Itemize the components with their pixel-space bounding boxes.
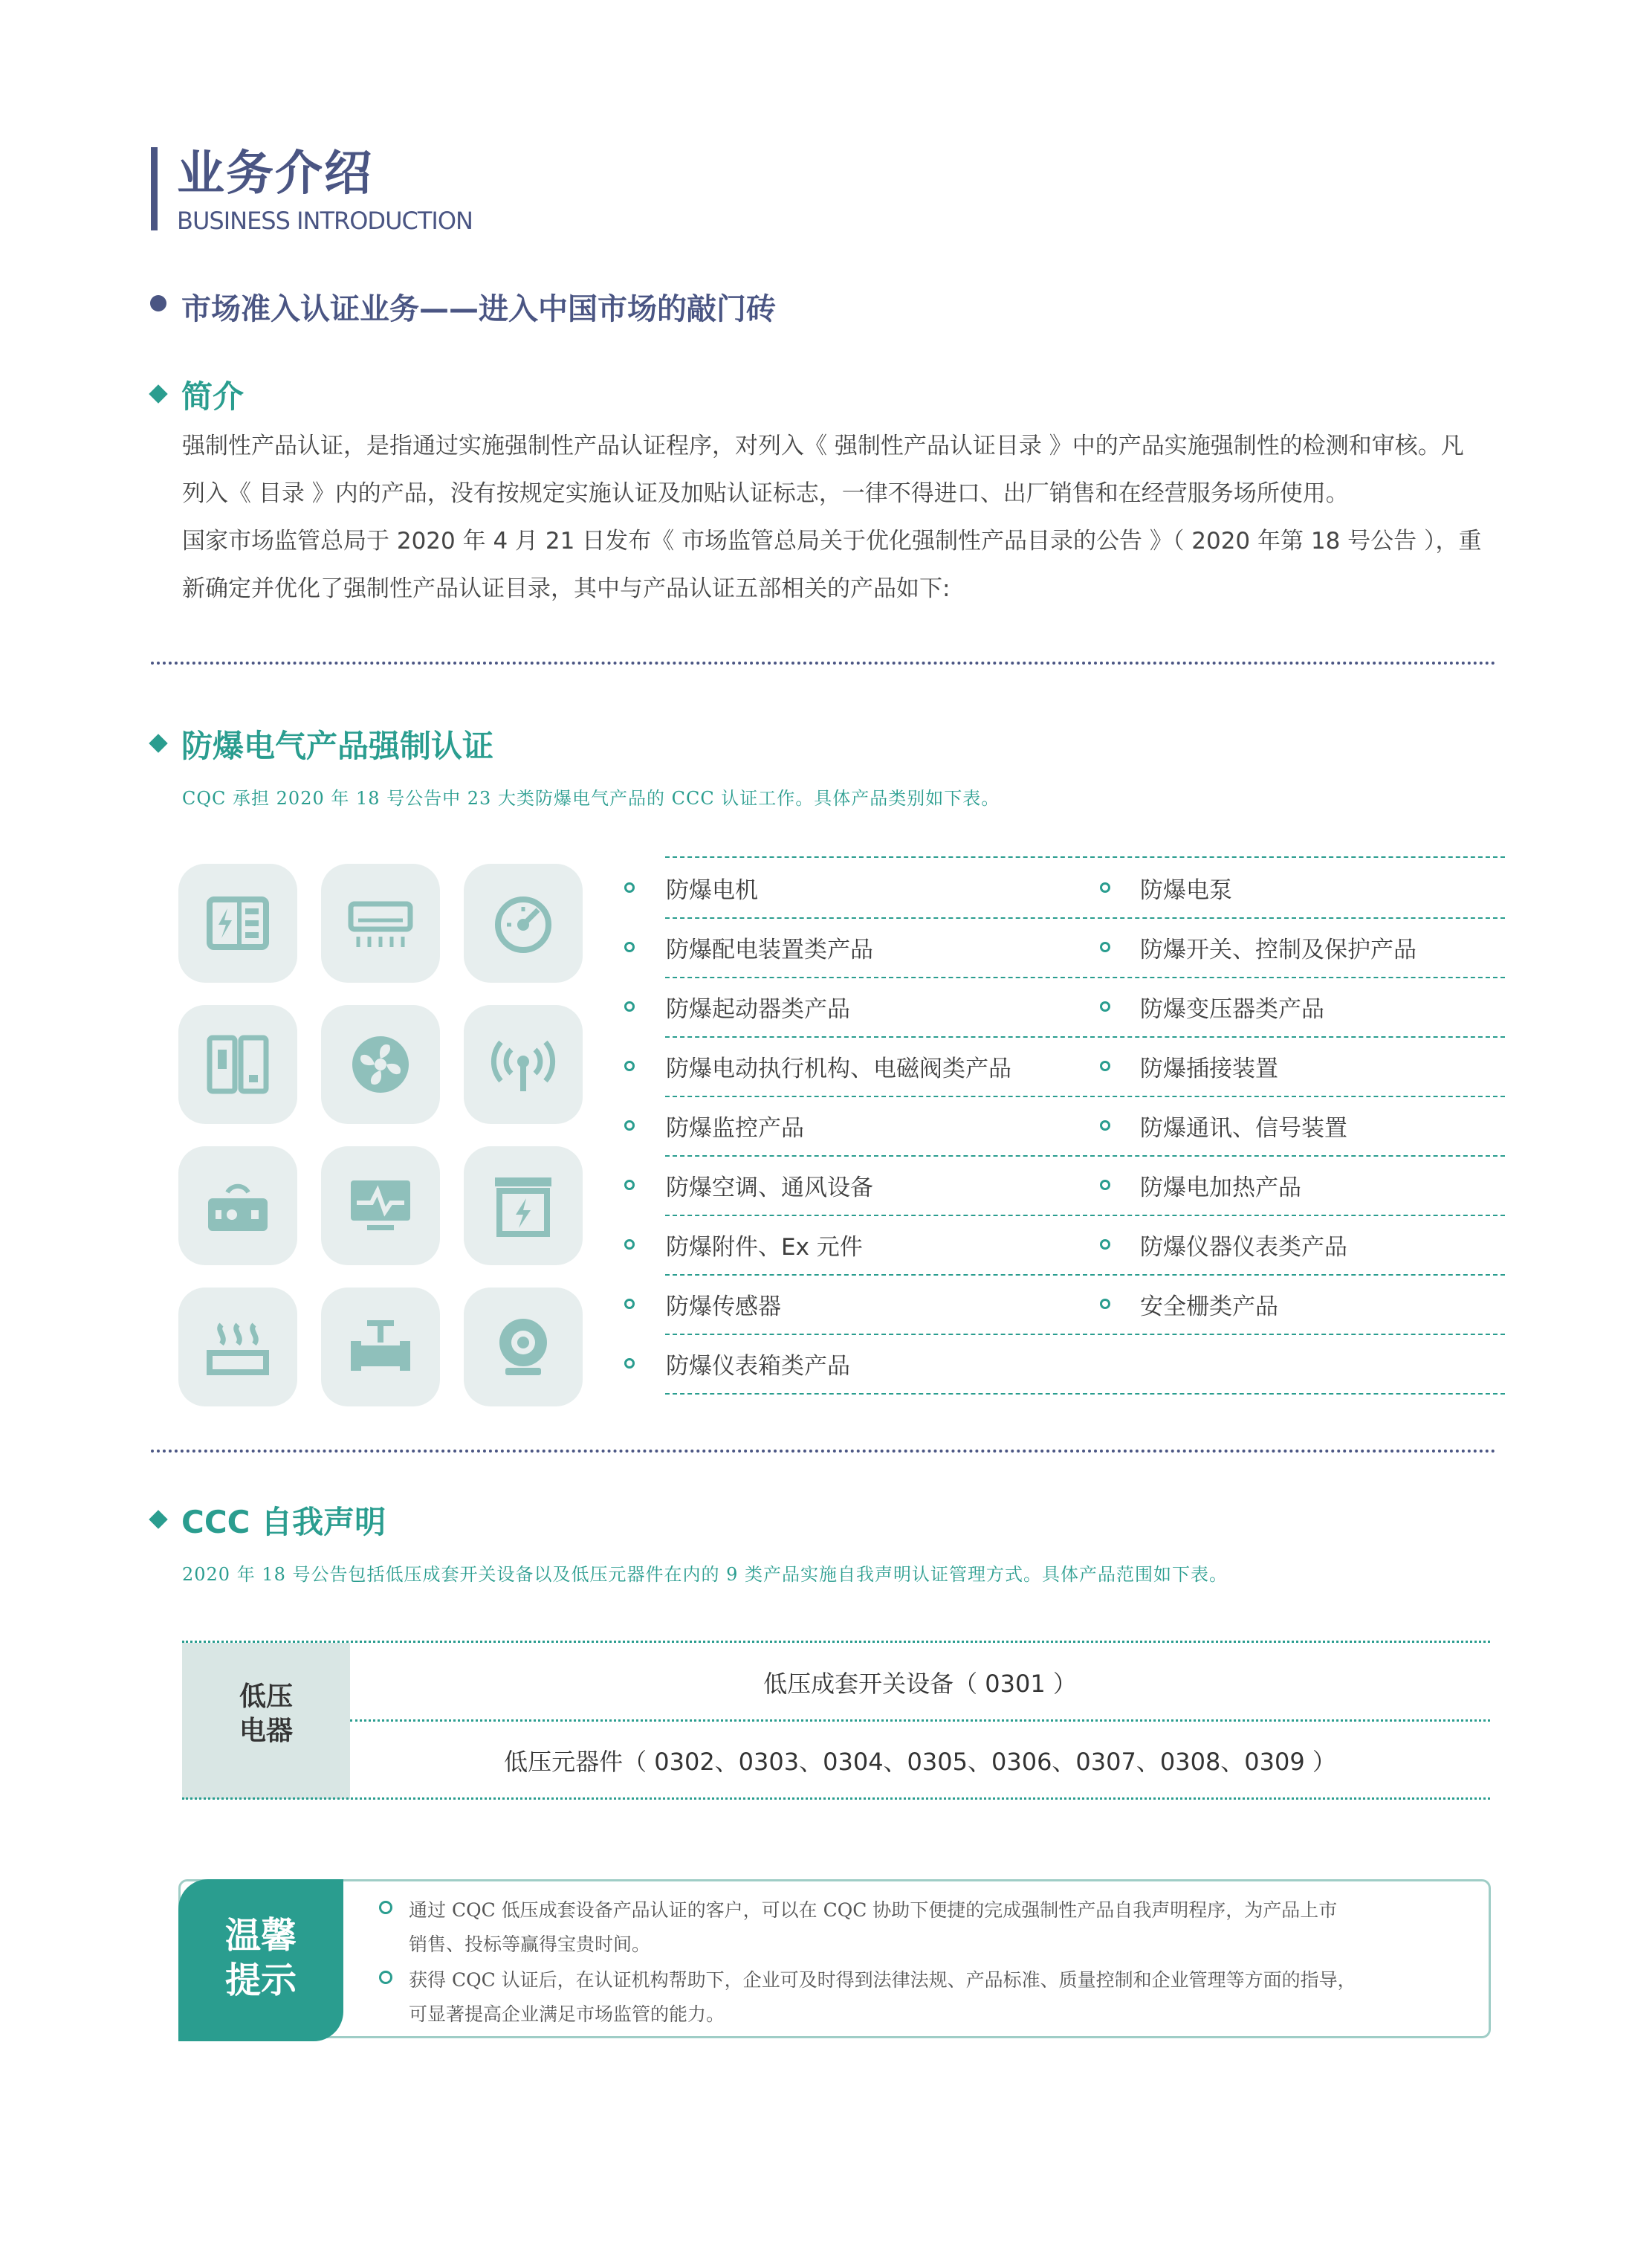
bullet-icon [1100, 1299, 1110, 1309]
bullet-icon [624, 942, 635, 952]
list-item [624, 1230, 863, 1259]
fan-icon [321, 1005, 440, 1124]
product-name: 防爆监控产品 [666, 1114, 804, 1142]
intro-line: 国家市场监管总局于 2020 年 4 月 21 日发布《 市场监管总局关于优化强制性产品目录的公告 》（ 2020 年第 18 号公告 ），重 [182, 528, 1482, 555]
heating-icon [178, 1288, 297, 1406]
intro-line: 新确定并优化了强制性产品认证目录，其中与产品认证五部相关的产品如下: [182, 575, 951, 602]
bullet-icon [1100, 882, 1110, 893]
product-name: 防爆仪表箱类产品 [666, 1352, 850, 1380]
tip-bullet-icon [379, 1901, 392, 1914]
intro-diamond-icon [149, 384, 167, 403]
list-item [1100, 1111, 1347, 1140]
bullet-icon [1100, 1120, 1110, 1131]
bullet-icon [1100, 1239, 1110, 1250]
bullet-icon [1100, 1180, 1110, 1190]
bullet-icon [624, 1120, 635, 1131]
product-name: 安全栅类产品 [1140, 1293, 1278, 1320]
list-item [1100, 1230, 1347, 1259]
product-name: 防爆传感器 [666, 1293, 781, 1320]
bullet-icon [624, 1061, 635, 1071]
product-name: 防爆电泵 [1140, 876, 1232, 904]
bullet-icon [1100, 942, 1110, 952]
list-item [624, 873, 758, 902]
valve-icon [321, 1288, 440, 1406]
product-name: 防爆电动执行机构、电磁阀类产品 [666, 1055, 1011, 1082]
bullet-icon [624, 882, 635, 893]
tips-badge-line: 提示 [224, 1960, 297, 2001]
product-name: 防爆仪器仪表类产品 [1140, 1233, 1347, 1261]
bullet-icon [624, 1001, 635, 1012]
bullet-icon [624, 1180, 635, 1190]
main-heading: 市场准入认证业务——进入中国市场的敲门砖 [181, 292, 776, 326]
list-item [624, 992, 850, 1021]
tip-text: 可显著提高企业满足市场监管的能力。 [409, 2003, 725, 2025]
tip-text: 通过 CQC 低压成套设备产品认证的客户，可以在 CQC 协助下便捷的完成强制性产品自我声明程序，为产品上市 [409, 1899, 1338, 1921]
monitor-icon [321, 1146, 440, 1265]
product-name: 防爆空调、通风设备 [666, 1174, 873, 1201]
tips-badge-text [178, 1913, 343, 2003]
bullet-icon [1100, 1001, 1110, 1012]
tip-text: 获得 CQC 认证后，在认证机构帮助下，企业可及时得到法律法规、产品标准、质量控制和企业管理等方面的指导， [409, 1969, 1356, 1991]
bullet-icon [1100, 1061, 1110, 1071]
product-name: 防爆插接装置 [1140, 1055, 1278, 1082]
table-header-line: 低压 [239, 1681, 293, 1712]
product-name: 防爆开关、控制及保护产品 [1140, 936, 1417, 963]
explosion-diamond-icon [149, 734, 167, 752]
list-item [624, 932, 873, 962]
ccc-diamond-icon [149, 1510, 167, 1528]
product-name: 防爆起动器类产品 [666, 995, 850, 1023]
table-header-line: 电器 [239, 1716, 293, 1746]
section-divider [151, 662, 1496, 665]
list-item [624, 1170, 873, 1200]
list-item [1100, 932, 1417, 962]
section-divider [151, 1450, 1496, 1453]
bullet-icon [624, 1299, 635, 1309]
table-border [182, 1797, 1490, 1800]
heater-box-icon [464, 1146, 583, 1265]
bullet-icon [624, 1239, 635, 1250]
camera-icon [464, 1288, 583, 1406]
list-item [624, 1289, 781, 1319]
product-name: 防爆附件、Ex 元件 [666, 1233, 863, 1261]
list-item [1100, 992, 1324, 1021]
product-name: 防爆通讯、信号装置 [1140, 1114, 1347, 1142]
explosion-title: 防爆电气产品强制认证 [181, 728, 494, 764]
product-name: 防爆变压器类产品 [1140, 995, 1324, 1023]
intro-line: 列入《 目录 》内的产品，没有按规定实施认证及加贴认证标志，一律不得进口、出厂销售和在经营服务场所使用。 [182, 480, 1349, 507]
air-conditioner-icon [321, 864, 440, 983]
gauge-icon [464, 864, 583, 983]
main-heading-dot [150, 295, 166, 311]
list-item [1100, 1289, 1278, 1319]
header-accent-bar [151, 147, 158, 230]
list-item [1100, 1170, 1301, 1200]
table-row [665, 1274, 1505, 1335]
table-border [182, 1641, 1490, 1643]
intro-text [182, 422, 1498, 613]
ccc-note: 2020 年 18 号公告包括低压成套开关设备以及低压元器件在内的 9 类产品实施自我声明认证管理方式。具体产品范围如下表。 [182, 1564, 1228, 1585]
product-name: 防爆配电装置类产品 [666, 936, 873, 963]
bullet-icon [624, 1358, 635, 1369]
list-item [624, 1111, 804, 1140]
list-item [624, 1051, 1011, 1081]
product-name: 防爆电机 [666, 876, 758, 904]
intro-title: 简介 [181, 378, 245, 415]
signal-antenna-icon [464, 1005, 583, 1124]
list-item [624, 1348, 850, 1378]
distribution-box-icon [178, 864, 297, 983]
page-subtitle: BUSINESS INTRODUCTION [177, 207, 473, 235]
table-border [350, 1719, 1490, 1722]
table-cell: 低压元器件（ 0302、0303、0304、0305、0306、0307、0308、0309 ） [504, 1748, 1336, 1776]
product-name: 防爆电加热产品 [1140, 1174, 1301, 1201]
list-item [1100, 1051, 1278, 1081]
controller-icon [178, 1146, 297, 1265]
tip-text: 销售、投标等赢得宝贵时间。 [409, 1933, 651, 1955]
intro-line: 强制性产品认证，是指通过实施强制性产品认证程序，对列入《 强制性产品认证目录 》中的产品实施强制性的检测和审核。凡 [182, 433, 1464, 459]
explosion-note: CQC 承担 2020 年 18 号公告中 23 大类防爆电气产品的 CCC 认证工作。具体产品类别如下表。 [182, 788, 1000, 809]
list-item [1100, 873, 1232, 902]
page-title: 业务介绍 [177, 146, 373, 201]
table-cell: 低压成套开关设备（ 0301 ） [763, 1670, 1077, 1698]
tips-badge-line: 温馨 [224, 1915, 297, 1957]
switch-panel-icon [178, 1005, 297, 1124]
tip-bullet-icon [379, 1971, 392, 1984]
table-row [665, 858, 1505, 919]
ccc-title: CCC 自我声明 [181, 1504, 386, 1540]
table-header-text [182, 1680, 350, 1748]
